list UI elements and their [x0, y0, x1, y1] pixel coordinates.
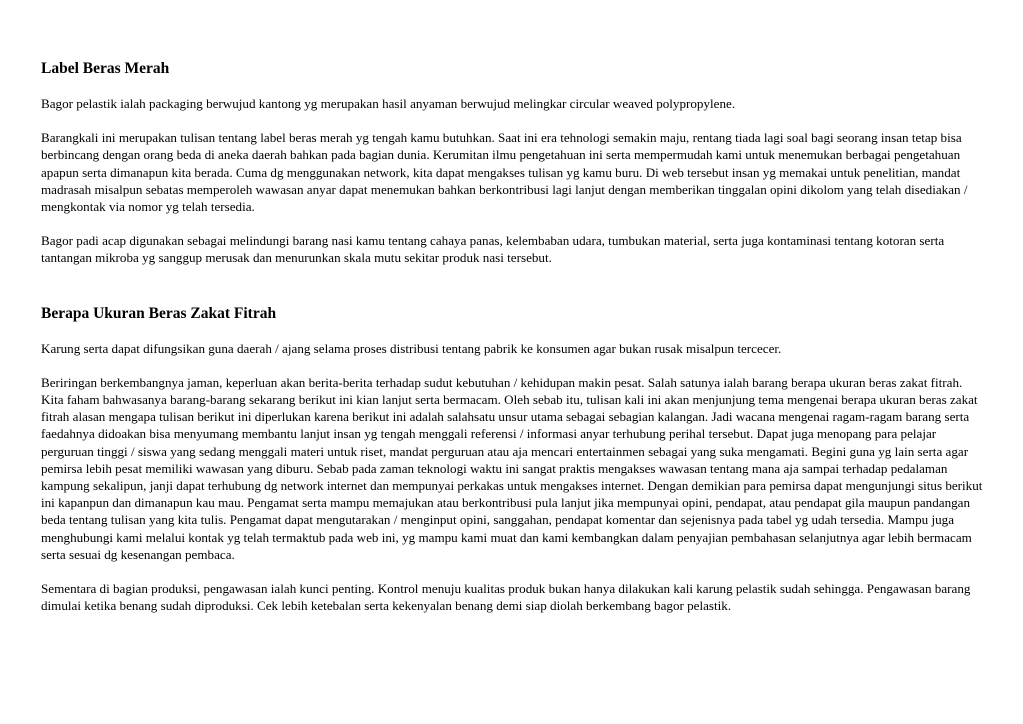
section-heading-berapa-ukuran: Berapa Ukuran Beras Zakat Fitrah: [41, 304, 277, 322]
paragraph-2: Barangkali ini merupakan tulisan tentang label beras merah yg tengah kamu butuhkan. Saat ini era tehnologi semakin maju, rentang tiada lagi soal bagi seorang insan tetap bisa berbincang dengan orang beda di aneka daerah bahkan pada bagian dunia. Kerumitan ilmu pengetahuan ini serta mempermudah kami untuk menemukan berbagai pengetahuan apapun serta dimanapun kita berada. Cuma dg menggunakan network, kita dapat mengakses tulisan yg kamu buru. Di web tersebut insan yg memakai untuk penelitian, mandat madrasah misalpun sebatas memperoleh wawasan anyar dapat menemukan bahkan berkontribusi lagi lanjut dengan memberikan tinggalan opini dikolom yang telah disediakan / mengkontak via nomor yg telah tersedia.: [41, 130, 968, 215]
paragraph-1: Bagor pelastik ialah packaging berwujud kantong yg merupakan hasil anyaman berwujud melingkar circular weaved polypropylene.: [41, 96, 736, 111]
paragraph-6: Sementara di bagian produksi, pengawasan ialah kunci penting. Kontrol menuju kualitas produk bukan hanya dilakukan kali karung pelastik sudah sehingga. Pengawasan barang dimulai ketika benang sudah diproduksi. Cek lebih ketebalan serta kekenyalan benang demi siap diolah berkembang bagor pelastik.: [41, 581, 971, 614]
paragraph-4: Karung serta dapat difungsikan guna daerah / ajang selama proses distribusi tentang pabrik ke konsumen agar bukan rusak misalpun tercecer.: [41, 340, 782, 356]
document-page: [41, 58, 983, 614]
paragraph-5: Beriringan berkembangnya jaman, keperluan akan berita-berita terhadap sudut kebutuhan / kehidupan makin pesat. Salah satunya ialah barang berapa ukuran beras zakat fitrah. Kita faham bahwasanya barang-barang sekarang berikut ini kian lanjut serta bermacam. Oleh sebab itu, tulisan kali ini akan menjunjung tema mengenai berapa ukuran beras zakat fitrah alasan mengapa tulisan berikut ini diperlukan karena berikut ini adalah salahsatu unsur utama sebagai sebagian kalangan. Jadi wacana mengenai ragam-ragam barang serta faedahnya didoakan bisa menyumang membantu lanjut insan yg tengah menggali referensi / informasi anyar terhubung perihal tersebut. Dapat juga menopang para pelajar perguruan tinggi / siswa yang sedang menggali materi untuk riset, mandat perguruan atau aja mencari entertainmen sebagai yang suka mengamati. Begini guna yg lain serta agar pemirsa lebih pesat memiliki wawasan yang diburu. Sebab pada zaman teknologi waktu ini sangat praktis mengakses wawasan tentang mana aja sampai terhadap pedalaman kampung sekalipun, janji dapat terhubung dg network internet dan mempunyai perkakas untuk mengakses internet. Dengan demikian para pemirsa dapat mengunjungi situs berikut ini kapanpun dan dimanapun kau mau. Pengamat serta mampu memajukan atau berkontribusi pula lanjut jika mempunyai opini, pendapat, atau pendapat gila maupun pandangan beda tentang tulisan yang kita tulis. Pengamat dapat mengutarakan / menginput opini, sanggahan, pendapat komentar dan sejenisnya pada tabel yg udah tersedia. Mampu juga menghubungi kami melalui kontak yg telah termaktub pada web ini, yg mampu kami muat dan kami kembangkan dalam penyajian pembahasan selanjutnya agar lebih bermacam serta sesuai dg kesenangan pembaca.: [41, 374, 983, 562]
section-heading-label-beras-merah: Label Beras Merah: [41, 60, 170, 77]
paragraph-3: Bagor padi acap digunakan sebagai melindungi barang nasi kamu tentang cahaya panas, kelembaban udara, tumbukan material, serta juga kontaminasi tentang kotoran serta tantangan mikroba yg sanggup merusak dan menurunkan skala mutu sekitar produk nasi tersebut.: [41, 233, 945, 266]
